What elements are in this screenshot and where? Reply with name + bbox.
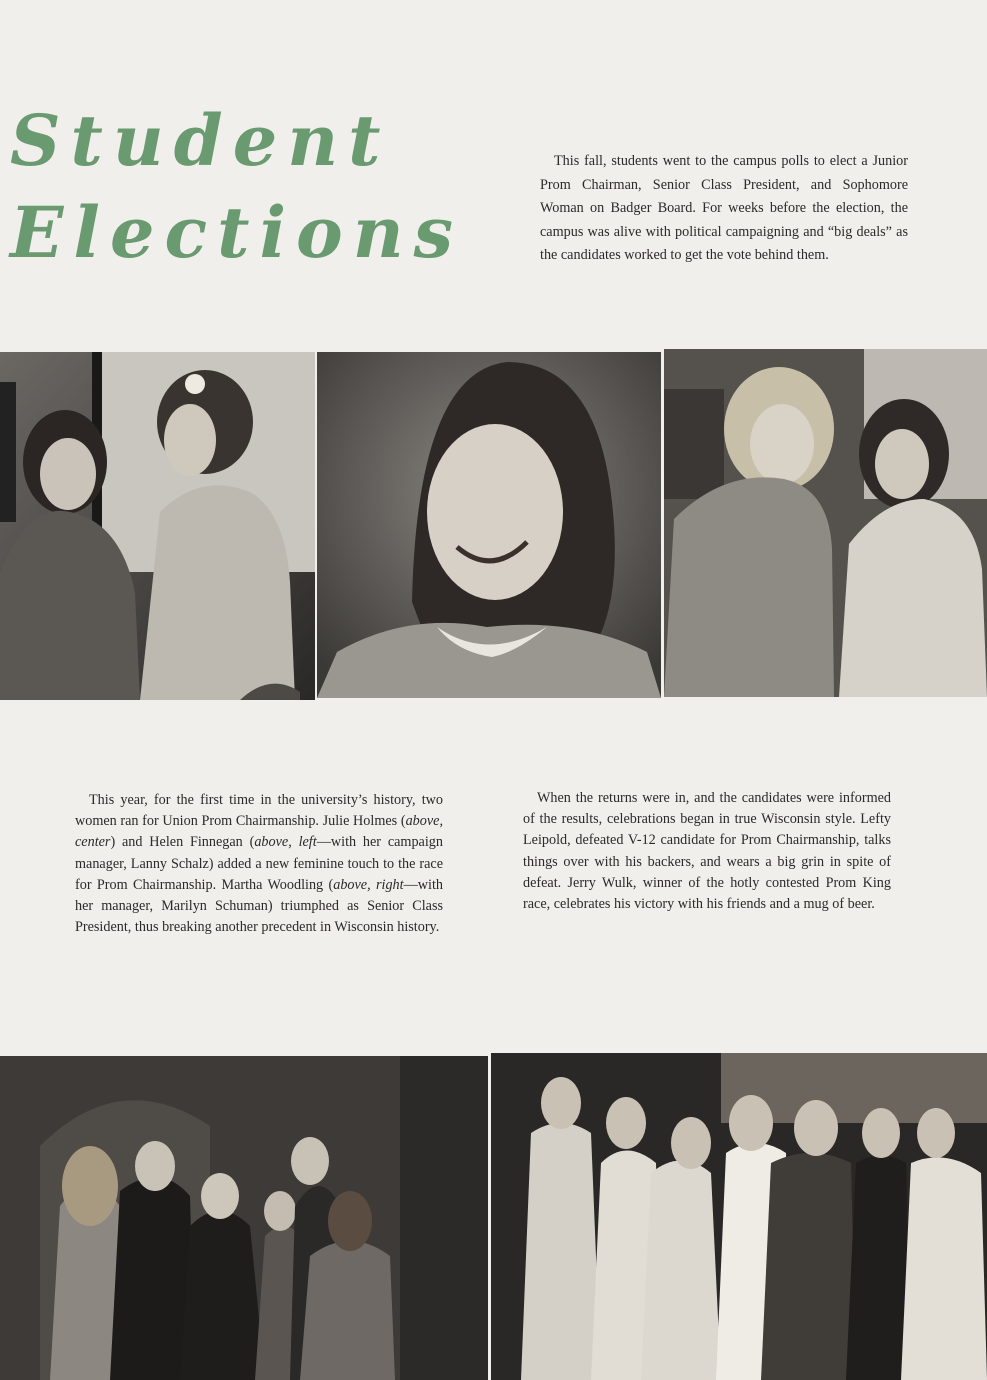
col-left-text-4: —with her manager, Marilyn Schuman) triumphed as Senior Class President, thus breaking another precedent in Wisconsin history. (75, 876, 444, 936)
title-line-2: Elections (10, 191, 464, 274)
photo-two-women-sweaters (664, 349, 987, 697)
col-left-ref-left: above, left (254, 834, 317, 851)
photo-men-celebrating-with-mugs (491, 1053, 987, 1380)
photo-group-sailors-and-women (0, 1056, 488, 1380)
column-left-text (75, 790, 443, 938)
col-left-ref-right: above, right (333, 876, 404, 893)
page-title (10, 95, 463, 279)
title-line-1: Student (10, 99, 391, 182)
intro-paragraph: This fall, students went to the campus polls to elect a Junior Prom Chairman, Senior Class President, and Sophomore Woman on Badger Board. For weeks before the election, the campus was alive with political campaigning and “big deals” as the candidates worked to get the vote behind them. (540, 153, 908, 263)
col-left-ref-center: above, center (75, 813, 443, 851)
column-right-text: When the returns were in, and the candidates were informed of the results, celebrations began in true Wisconsin style. Lefty Leipold, defeated V-12 candidate for Prom Chairmanship, talks things over with his backers, and wears a big grin in spite of defeat. Jerry Wulk, winner of the hotly contested Prom King race, celebrates his victory with his friends and a mug of beer. (523, 790, 891, 913)
photo-two-women-campaign (0, 352, 315, 700)
col-left-text-1: This year, for the first time in the university’s history, two women ran for Union Prom Chairmanship. Julie Holmes ( (75, 792, 443, 830)
photo-smiling-woman-portrait (317, 352, 661, 698)
col-left-text-2: ) and Helen Finnegan ( (110, 834, 255, 851)
col-left-text-3: —with her campaign manager, Lanny Schalz) added a new feminine touch to the race for Prom Chairmanship. Martha Woodling ( (75, 834, 443, 893)
